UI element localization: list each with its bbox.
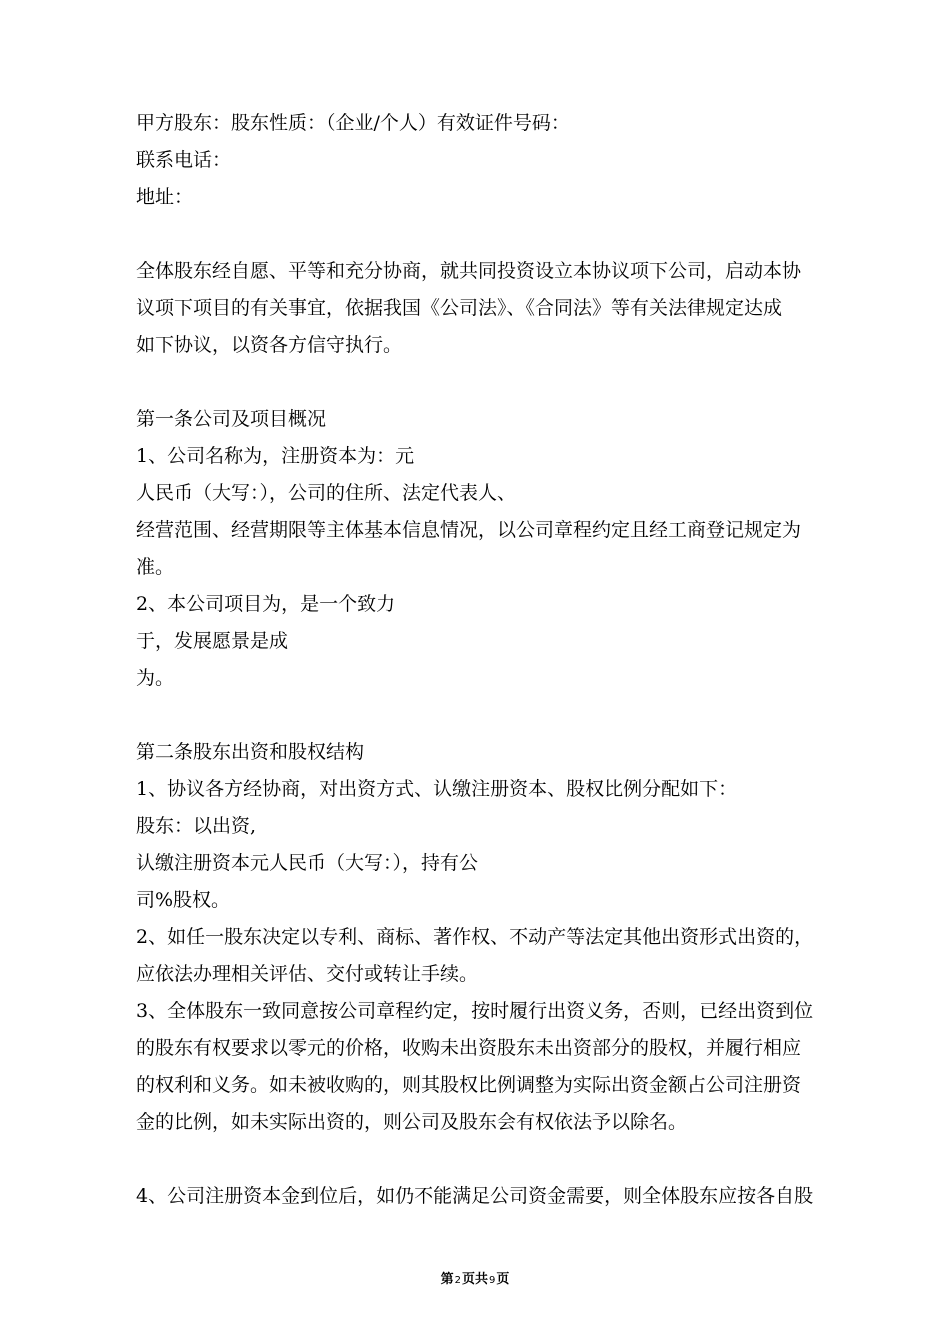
text-line: 联系电话： bbox=[136, 149, 232, 171]
text-line: 司%股权。 bbox=[136, 889, 231, 911]
text-line: 3、全体股东一致同意按公司章程约定，按时履行出资义务，否则，已经出资到位 bbox=[136, 1000, 814, 1022]
text-line: 1、公司名称为，注册资本为：元 bbox=[136, 445, 415, 467]
text-line: 人民币（大写：），公司的住所、法定代表人、 bbox=[136, 482, 517, 504]
text-line: 2、如任一股东决定以专利、商标、著作权、不动产等法定其他出资形式出资的， bbox=[136, 926, 814, 948]
text-line: 认缴注册资本元人民币（大写：），持有公 bbox=[136, 852, 479, 874]
page-number: 2 bbox=[454, 1275, 461, 1286]
text-line: 的股东有权要求以零元的价格，收购未出资股东未出资部分的股权，并履行相应 bbox=[136, 1037, 802, 1059]
footer-prefix: 第 bbox=[440, 1272, 454, 1287]
text-line: 议项下项目的有关事宜，依据我国《公司法》、《合同法》等有关法律规定达成 bbox=[136, 297, 783, 319]
footer-suffix: 页 bbox=[496, 1272, 510, 1287]
text-line: 如下协议，以资各方信守执行。 bbox=[136, 334, 403, 356]
text-line: 经营范围、经营期限等主体基本信息情况，以公司章程约定且经工商登记规定为 bbox=[136, 519, 802, 541]
footer-middle: 页共 bbox=[461, 1272, 488, 1287]
text-line: 应依法办理相关评估、交付或转让手续。 bbox=[136, 963, 479, 985]
text-line: 地址： bbox=[136, 186, 194, 208]
text-line: 甲方股东：股东性质：（企业/个人）有效证件号码： bbox=[136, 112, 570, 134]
page-total: 9 bbox=[489, 1275, 496, 1286]
text-line: 为。 bbox=[136, 667, 175, 689]
page-footer bbox=[0, 1272, 950, 1289]
text-line: 股东：以出资, bbox=[136, 815, 257, 837]
section-heading: 第一条公司及项目概况 bbox=[136, 408, 327, 430]
text-line: 金的比例，如未实际出资的，则公司及股东会有权依法予以除名。 bbox=[136, 1111, 688, 1133]
text-line: 于，发展愿景是成 bbox=[136, 630, 289, 652]
text-line: 准。 bbox=[136, 556, 175, 578]
text-line: 全体股东经自愿、平等和充分协商，就共同投资设立本协议项下公司，启动本协 bbox=[136, 260, 802, 282]
section-heading: 第二条股东出资和股权结构 bbox=[136, 741, 365, 763]
text-line: 1、协议各方经协商，对出资方式、认缴注册资本、股权比例分配如下： bbox=[136, 778, 738, 800]
text-line: 的权利和义务。如未被收购的，则其股权比例调整为实际出资金额占公司注册资 bbox=[136, 1074, 802, 1096]
text-line: 2、本公司项目为，是一个致力 bbox=[136, 593, 396, 615]
text-line: 4、公司注册资本金到位后，如仍不能满足公司资金需要，则全体股东应按各自股 bbox=[136, 1185, 814, 1207]
